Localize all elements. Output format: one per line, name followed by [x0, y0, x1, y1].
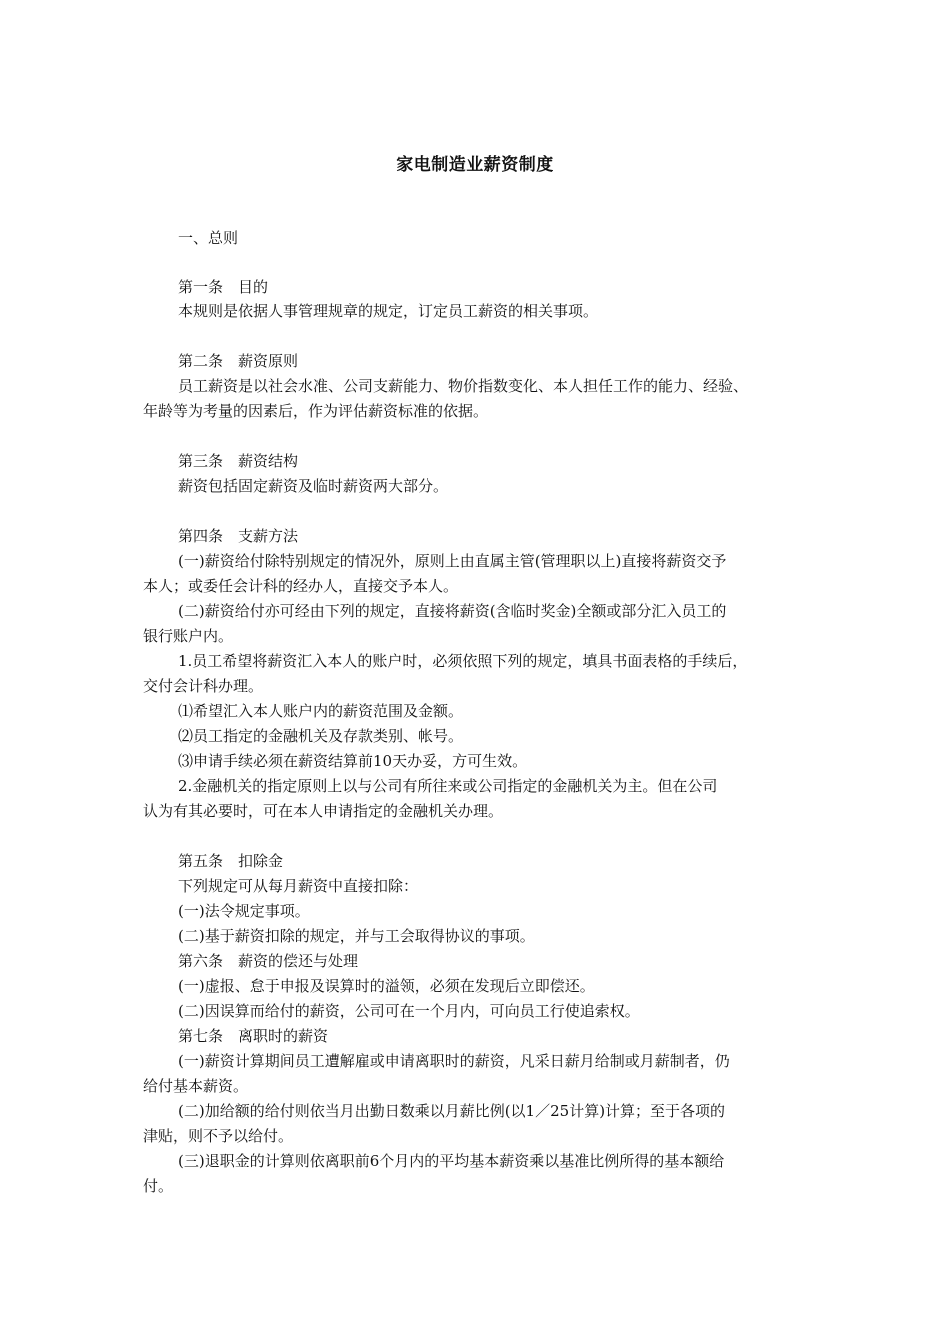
document-title: 家电制造业薪资制度	[396, 155, 554, 175]
article-heading: 第七条 离职时的薪资	[178, 1027, 329, 1045]
list-item: ⑴希望汇入本人账户内的薪资范围及金额。	[178, 702, 464, 720]
paragraph-line: 认为有其必要时，可在本人申请指定的金融机关办理。	[143, 802, 504, 820]
list-item: (三)退职金的计算则依离职前6个月内的平均基本薪资乘以基准比例所得的基本额给	[178, 1152, 725, 1170]
article-heading: 第四条 支薪方法	[178, 527, 299, 545]
list-item: (二)因误算而给付的薪资，公司可在一个月内，可向员工行使追索权。	[178, 1002, 640, 1020]
paragraph-line: 1.员工希望将薪资汇入本人的账户时，必须依照下列的规定，填具书面表格的手续后，	[178, 652, 748, 670]
list-item: (一)法令规定事项。	[178, 902, 310, 920]
paragraph-line: 2.金融机关的指定原则上以与公司有所往来或公司指定的金融机关为主。但在公司	[178, 777, 718, 795]
list-item: (二)加给额的给付则依当月出勤日数乘以月薪比例(以1／25计算)计算；至于各项的	[178, 1102, 726, 1120]
paragraph-line: 员工薪资是以社会水准、公司支薪能力、物价指数变化、本人担任工作的能力、经验、	[178, 377, 749, 395]
paragraph-line: 年龄等为考量的因素后，作为评估薪资标准的依据。	[143, 402, 489, 420]
paragraph-line: 下列规定可从每月薪资中直接扣除：	[178, 877, 419, 895]
paragraph-line: 本规则是依据人事管理规章的规定，订定员工薪资的相关事项。	[178, 302, 599, 320]
paragraph-line: (二)薪资给付亦可经由下列的规定，直接将薪资(含临时奖金)全额或部分汇入员工的	[178, 602, 727, 620]
paragraph-line: 交付会计科办理。	[143, 677, 264, 695]
paragraph-line: 给付基本薪资。	[143, 1077, 249, 1095]
list-item: ⑵员工指定的金融机关及存款类别、帐号。	[178, 727, 464, 745]
article-heading: 第一条 目的	[178, 278, 269, 296]
list-item: ⑶申请手续必须在薪资结算前10天办妥，方可生效。	[178, 752, 528, 770]
section-heading: 一、总则	[178, 229, 239, 247]
article-heading: 第六条 薪资的偿还与处理	[178, 952, 359, 970]
paragraph-line: 银行账户内。	[143, 627, 234, 645]
paragraph-line: 本人；或委任会计科的经办人，直接交予本人。	[143, 577, 459, 595]
article-heading: 第三条 薪资结构	[178, 452, 299, 470]
paragraph-line: 津贴，则不予以给付。	[143, 1127, 294, 1145]
article-heading: 第五条 扣除金	[178, 852, 284, 870]
paragraph-line: 薪资包括固定薪资及临时薪资两大部分。	[178, 477, 449, 495]
paragraph-line: (一)薪资给付除特别规定的情况外，原则上由直属主管(管理职以上)直接将薪资交予	[178, 552, 727, 570]
paragraph-line: 付。	[143, 1177, 174, 1195]
article-heading: 第二条 薪资原则	[178, 352, 299, 370]
list-item: (一)薪资计算期间员工遭解雇或申请离职时的薪资，凡采日薪月给制或月薪制者，仍	[178, 1052, 730, 1070]
list-item: (一)虚报、怠于申报及误算时的溢领，必须在发现后立即偿还。	[178, 977, 595, 995]
list-item: (二)基于薪资扣除的规定，并与工会取得协议的事项。	[178, 927, 535, 945]
